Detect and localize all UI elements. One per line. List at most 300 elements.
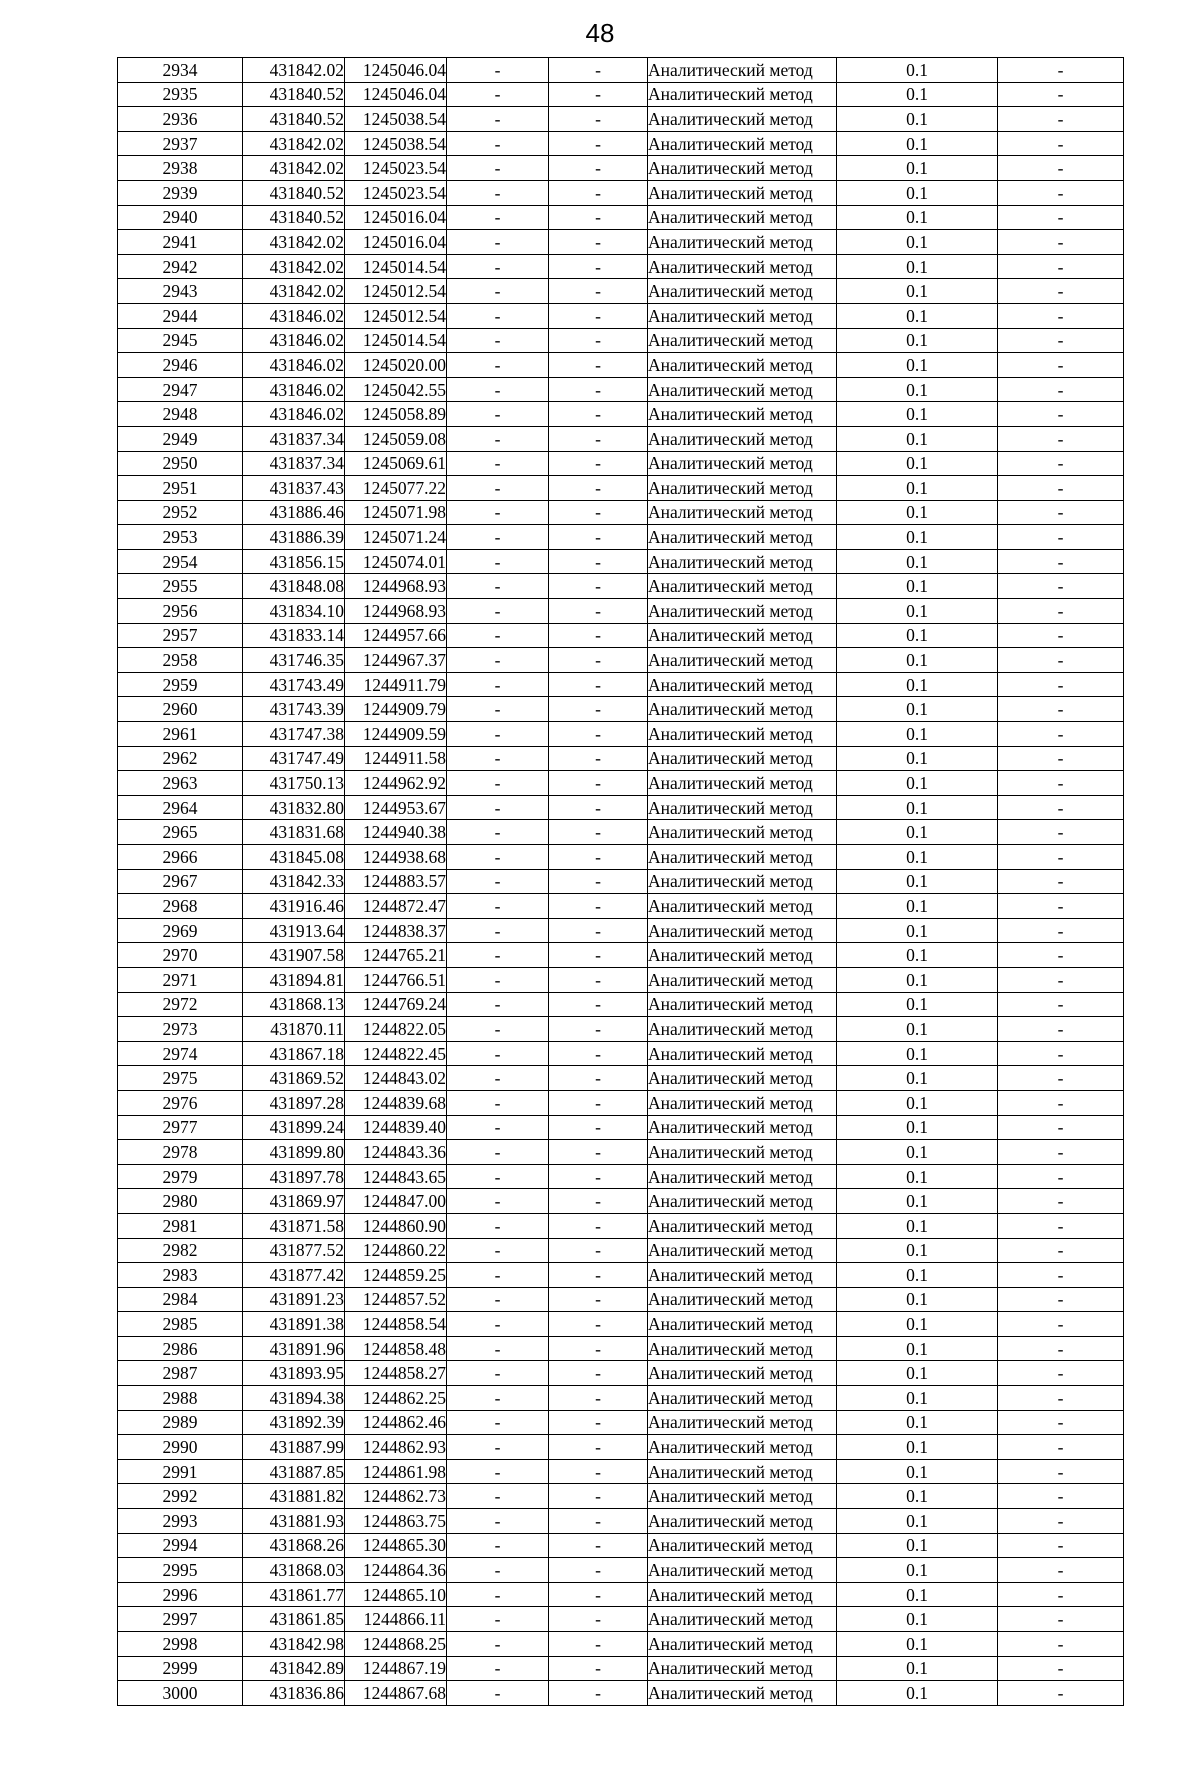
dash-cell: -: [549, 328, 648, 353]
dash-cell: -: [447, 820, 549, 845]
dash-cell: -: [447, 254, 549, 279]
dash-cell: -: [447, 894, 549, 919]
y-coordinate-cell: 1244858.27: [345, 1361, 447, 1386]
table-row: [118, 1041, 1124, 1066]
dash-cell: -: [549, 820, 648, 845]
x-coordinate-cell: 431868.26: [243, 1533, 345, 1558]
y-coordinate-cell: 1244940.38: [345, 820, 447, 845]
dash-cell: -: [549, 1410, 648, 1435]
accuracy-cell: 0.1: [837, 1164, 998, 1189]
dash-cell: -: [549, 1533, 648, 1558]
table-row: [118, 205, 1124, 230]
point-number-cell: 2992: [118, 1484, 243, 1509]
y-coordinate-cell: 1244860.90: [345, 1213, 447, 1238]
table-row: [118, 943, 1124, 968]
method-cell: Аналитический метод: [648, 328, 837, 353]
point-number-cell: 3000: [118, 1681, 243, 1706]
dash-cell: -: [447, 58, 549, 83]
point-number-cell: 2977: [118, 1115, 243, 1140]
dash-cell: -: [998, 1164, 1124, 1189]
x-coordinate-cell: 431867.18: [243, 1041, 345, 1066]
x-coordinate-cell: 431868.03: [243, 1558, 345, 1583]
dash-cell: -: [998, 1632, 1124, 1657]
method-cell: Аналитический метод: [648, 845, 837, 870]
y-coordinate-cell: 1245016.04: [345, 230, 447, 255]
dash-cell: -: [998, 869, 1124, 894]
accuracy-cell: 0.1: [837, 1484, 998, 1509]
method-cell: Аналитический метод: [648, 992, 837, 1017]
x-coordinate-cell: 431846.02: [243, 377, 345, 402]
table-row: [118, 869, 1124, 894]
dash-cell: -: [998, 328, 1124, 353]
x-coordinate-cell: 431881.82: [243, 1484, 345, 1509]
method-cell: Аналитический метод: [648, 549, 837, 574]
method-cell: Аналитический метод: [648, 771, 837, 796]
table-row: [118, 451, 1124, 476]
point-number-cell: 2973: [118, 1017, 243, 1042]
x-coordinate-cell: 431842.89: [243, 1656, 345, 1681]
dash-cell: -: [447, 1336, 549, 1361]
y-coordinate-cell: 1245077.22: [345, 476, 447, 501]
point-number-cell: 2994: [118, 1533, 243, 1558]
table-row: [118, 795, 1124, 820]
dash-cell: -: [447, 525, 549, 550]
method-cell: Аналитический метод: [648, 1238, 837, 1263]
dash-cell: -: [549, 771, 648, 796]
y-coordinate-cell: 1244765.21: [345, 943, 447, 968]
dash-cell: -: [447, 1041, 549, 1066]
dash-cell: -: [447, 1287, 549, 1312]
y-coordinate-cell: 1244859.25: [345, 1263, 447, 1288]
accuracy-cell: 0.1: [837, 1558, 998, 1583]
y-coordinate-cell: 1244838.37: [345, 918, 447, 943]
accuracy-cell: 0.1: [837, 107, 998, 132]
table-row: [118, 1115, 1124, 1140]
dash-cell: -: [447, 599, 549, 624]
dash-cell: -: [998, 279, 1124, 304]
accuracy-cell: 0.1: [837, 1066, 998, 1091]
x-coordinate-cell: 431913.64: [243, 918, 345, 943]
y-coordinate-cell: 1244862.25: [345, 1386, 447, 1411]
table-row: [118, 303, 1124, 328]
y-coordinate-cell: 1244865.10: [345, 1582, 447, 1607]
x-coordinate-cell: 431842.02: [243, 254, 345, 279]
accuracy-cell: 0.1: [837, 1386, 998, 1411]
x-coordinate-cell: 431877.52: [243, 1238, 345, 1263]
y-coordinate-cell: 1244967.37: [345, 648, 447, 673]
x-coordinate-cell: 431869.52: [243, 1066, 345, 1091]
point-number-cell: 2936: [118, 107, 243, 132]
dash-cell: -: [447, 574, 549, 599]
accuracy-cell: 0.1: [837, 1189, 998, 1214]
y-coordinate-cell: 1244822.05: [345, 1017, 447, 1042]
accuracy-cell: 0.1: [837, 869, 998, 894]
method-cell: Аналитический метод: [648, 254, 837, 279]
accuracy-cell: 0.1: [837, 1656, 998, 1681]
y-coordinate-cell: 1244843.36: [345, 1140, 447, 1165]
dash-cell: -: [549, 967, 648, 992]
point-number-cell: 2988: [118, 1386, 243, 1411]
dash-cell: -: [549, 230, 648, 255]
y-coordinate-cell: 1244872.47: [345, 894, 447, 919]
point-number-cell: 2958: [118, 648, 243, 673]
table-row: [118, 1681, 1124, 1706]
dash-cell: -: [549, 426, 648, 451]
method-cell: Аналитический метод: [648, 1336, 837, 1361]
accuracy-cell: 0.1: [837, 1312, 998, 1337]
table-row: [118, 574, 1124, 599]
accuracy-cell: 0.1: [837, 1459, 998, 1484]
dash-cell: -: [549, 451, 648, 476]
dash-cell: -: [998, 672, 1124, 697]
x-coordinate-cell: 431842.02: [243, 58, 345, 83]
point-number-cell: 2957: [118, 623, 243, 648]
table-row: [118, 156, 1124, 181]
dash-cell: -: [549, 894, 648, 919]
dash-cell: -: [549, 623, 648, 648]
dash-cell: -: [549, 1238, 648, 1263]
y-coordinate-cell: 1244862.93: [345, 1435, 447, 1460]
accuracy-cell: 0.1: [837, 402, 998, 427]
table-row: [118, 1558, 1124, 1583]
point-number-cell: 2935: [118, 82, 243, 107]
x-coordinate-cell: 431842.02: [243, 131, 345, 156]
x-coordinate-cell: 431894.81: [243, 967, 345, 992]
method-cell: Аналитический метод: [648, 1632, 837, 1657]
y-coordinate-cell: 1244909.59: [345, 722, 447, 747]
method-cell: Аналитический метод: [648, 623, 837, 648]
accuracy-cell: 0.1: [837, 1238, 998, 1263]
x-coordinate-cell: 431897.78: [243, 1164, 345, 1189]
dash-cell: -: [447, 672, 549, 697]
accuracy-cell: 0.1: [837, 1681, 998, 1706]
dash-cell: -: [998, 402, 1124, 427]
table-row: [118, 918, 1124, 943]
accuracy-cell: 0.1: [837, 771, 998, 796]
dash-cell: -: [998, 943, 1124, 968]
y-coordinate-cell: 1244861.98: [345, 1459, 447, 1484]
accuracy-cell: 0.1: [837, 1140, 998, 1165]
dash-cell: -: [447, 303, 549, 328]
dash-cell: -: [998, 1410, 1124, 1435]
y-coordinate-cell: 1244862.73: [345, 1484, 447, 1509]
point-number-cell: 2939: [118, 180, 243, 205]
point-number-cell: 2997: [118, 1607, 243, 1632]
x-coordinate-cell: 431891.23: [243, 1287, 345, 1312]
dash-cell: -: [549, 549, 648, 574]
dash-cell: -: [549, 1287, 648, 1312]
x-coordinate-cell: 431897.28: [243, 1090, 345, 1115]
table-row: [118, 1582, 1124, 1607]
dash-cell: -: [549, 58, 648, 83]
dash-cell: -: [998, 771, 1124, 796]
dash-cell: -: [998, 82, 1124, 107]
dash-cell: -: [998, 1213, 1124, 1238]
dash-cell: -: [447, 648, 549, 673]
accuracy-cell: 0.1: [837, 377, 998, 402]
y-coordinate-cell: 1244909.79: [345, 697, 447, 722]
x-coordinate-cell: 431894.38: [243, 1386, 345, 1411]
x-coordinate-cell: 431842.98: [243, 1632, 345, 1657]
dash-cell: -: [447, 1582, 549, 1607]
dash-cell: -: [549, 1582, 648, 1607]
method-cell: Аналитический метод: [648, 476, 837, 501]
x-coordinate-cell: 431899.80: [243, 1140, 345, 1165]
table-row: [118, 1435, 1124, 1460]
y-coordinate-cell: 1244843.02: [345, 1066, 447, 1091]
method-cell: Аналитический метод: [648, 1164, 837, 1189]
x-coordinate-cell: 431840.52: [243, 107, 345, 132]
dash-cell: -: [998, 1509, 1124, 1534]
dash-cell: -: [998, 1681, 1124, 1706]
dash-cell: -: [447, 869, 549, 894]
table-row: [118, 599, 1124, 624]
method-cell: Аналитический метод: [648, 1361, 837, 1386]
method-cell: Аналитический метод: [648, 672, 837, 697]
dash-cell: -: [447, 353, 549, 378]
dash-cell: -: [998, 58, 1124, 83]
dash-cell: -: [447, 1140, 549, 1165]
dash-cell: -: [447, 1238, 549, 1263]
accuracy-cell: 0.1: [837, 746, 998, 771]
method-cell: Аналитический метод: [648, 279, 837, 304]
dash-cell: -: [998, 500, 1124, 525]
x-coordinate-cell: 431856.15: [243, 549, 345, 574]
dash-cell: -: [998, 1435, 1124, 1460]
method-cell: Аналитический метод: [648, 1484, 837, 1509]
x-coordinate-cell: 431891.38: [243, 1312, 345, 1337]
table-row: [118, 1459, 1124, 1484]
accuracy-cell: 0.1: [837, 1213, 998, 1238]
dash-cell: -: [549, 107, 648, 132]
accuracy-cell: 0.1: [837, 1582, 998, 1607]
dash-cell: -: [998, 795, 1124, 820]
x-coordinate-cell: 431842.02: [243, 279, 345, 304]
x-coordinate-cell: 431892.39: [243, 1410, 345, 1435]
dash-cell: -: [447, 1164, 549, 1189]
dash-cell: -: [549, 574, 648, 599]
dash-cell: -: [447, 82, 549, 107]
method-cell: Аналитический метод: [648, 1090, 837, 1115]
method-cell: Аналитический метод: [648, 1066, 837, 1091]
dash-cell: -: [998, 230, 1124, 255]
dash-cell: -: [549, 1386, 648, 1411]
method-cell: Аналитический метод: [648, 1656, 837, 1681]
accuracy-cell: 0.1: [837, 549, 998, 574]
x-coordinate-cell: 431887.99: [243, 1435, 345, 1460]
accuracy-cell: 0.1: [837, 918, 998, 943]
y-coordinate-cell: 1245046.04: [345, 58, 447, 83]
method-cell: Аналитический метод: [648, 205, 837, 230]
accuracy-cell: 0.1: [837, 525, 998, 550]
point-number-cell: 2956: [118, 599, 243, 624]
accuracy-cell: 0.1: [837, 1287, 998, 1312]
table-row: [118, 1287, 1124, 1312]
y-coordinate-cell: 1244864.36: [345, 1558, 447, 1583]
method-cell: Аналитический метод: [648, 1558, 837, 1583]
accuracy-cell: 0.1: [837, 894, 998, 919]
dash-cell: -: [447, 722, 549, 747]
method-cell: Аналитический метод: [648, 1189, 837, 1214]
table-row: [118, 230, 1124, 255]
table-row: [118, 894, 1124, 919]
accuracy-cell: 0.1: [837, 1041, 998, 1066]
method-cell: Аналитический метод: [648, 303, 837, 328]
y-coordinate-cell: 1245046.04: [345, 82, 447, 107]
dash-cell: -: [998, 476, 1124, 501]
y-coordinate-cell: 1245020.00: [345, 353, 447, 378]
method-cell: Аналитический метод: [648, 1287, 837, 1312]
dash-cell: -: [447, 1558, 549, 1583]
dash-cell: -: [998, 1140, 1124, 1165]
x-coordinate-cell: 431877.42: [243, 1263, 345, 1288]
dash-cell: -: [447, 918, 549, 943]
dash-cell: -: [549, 845, 648, 870]
method-cell: Аналитический метод: [648, 894, 837, 919]
method-cell: Аналитический метод: [648, 648, 837, 673]
dash-cell: -: [549, 1041, 648, 1066]
table-row: [118, 1533, 1124, 1558]
dash-cell: -: [549, 1066, 648, 1091]
y-coordinate-cell: 1245023.54: [345, 180, 447, 205]
method-cell: Аналитический метод: [648, 525, 837, 550]
dash-cell: -: [998, 131, 1124, 156]
dash-cell: -: [549, 1632, 648, 1657]
x-coordinate-cell: 431837.34: [243, 451, 345, 476]
point-number-cell: 2976: [118, 1090, 243, 1115]
point-number-cell: 2947: [118, 377, 243, 402]
y-coordinate-cell: 1245059.08: [345, 426, 447, 451]
method-cell: Аналитический метод: [648, 1607, 837, 1632]
method-cell: Аналитический метод: [648, 82, 837, 107]
table-row: [118, 1090, 1124, 1115]
dash-cell: -: [998, 574, 1124, 599]
table-row: [118, 107, 1124, 132]
dash-cell: -: [998, 1361, 1124, 1386]
accuracy-cell: 0.1: [837, 451, 998, 476]
dash-cell: -: [447, 992, 549, 1017]
dash-cell: -: [549, 525, 648, 550]
dash-cell: -: [447, 1681, 549, 1706]
table-row: [118, 279, 1124, 304]
x-coordinate-cell: 431916.46: [243, 894, 345, 919]
method-cell: Аналитический метод: [648, 1041, 837, 1066]
dash-cell: -: [447, 230, 549, 255]
table-row: [118, 426, 1124, 451]
dash-cell: -: [447, 1459, 549, 1484]
x-coordinate-cell: 431881.93: [243, 1509, 345, 1534]
dash-cell: -: [549, 943, 648, 968]
dash-cell: -: [549, 722, 648, 747]
dash-cell: -: [998, 353, 1124, 378]
x-coordinate-cell: 431840.52: [243, 180, 345, 205]
point-number-cell: 2974: [118, 1041, 243, 1066]
table-row: [118, 648, 1124, 673]
method-cell: Аналитический метод: [648, 156, 837, 181]
dash-cell: -: [998, 1533, 1124, 1558]
x-coordinate-cell: 431868.13: [243, 992, 345, 1017]
point-number-cell: 2962: [118, 746, 243, 771]
dash-cell: -: [549, 1213, 648, 1238]
dash-cell: -: [549, 279, 648, 304]
method-cell: Аналитический метод: [648, 697, 837, 722]
table-row: [118, 180, 1124, 205]
accuracy-cell: 0.1: [837, 1632, 998, 1657]
table-row: [118, 353, 1124, 378]
point-number-cell: 2948: [118, 402, 243, 427]
point-number-cell: 2981: [118, 1213, 243, 1238]
accuracy-cell: 0.1: [837, 845, 998, 870]
method-cell: Аналитический метод: [648, 1140, 837, 1165]
x-coordinate-cell: 431899.24: [243, 1115, 345, 1140]
dash-cell: -: [998, 1582, 1124, 1607]
accuracy-cell: 0.1: [837, 599, 998, 624]
method-cell: Аналитический метод: [648, 230, 837, 255]
table-row: [118, 1017, 1124, 1042]
method-cell: Аналитический метод: [648, 500, 837, 525]
dash-cell: -: [549, 254, 648, 279]
x-coordinate-cell: 431750.13: [243, 771, 345, 796]
table-row: [118, 697, 1124, 722]
y-coordinate-cell: 1244862.46: [345, 1410, 447, 1435]
dash-cell: -: [447, 943, 549, 968]
dash-cell: -: [447, 1213, 549, 1238]
dash-cell: -: [447, 1312, 549, 1337]
table-row: [118, 845, 1124, 870]
dash-cell: -: [998, 451, 1124, 476]
x-coordinate-cell: 431887.85: [243, 1459, 345, 1484]
y-coordinate-cell: 1244865.30: [345, 1533, 447, 1558]
point-number-cell: 2941: [118, 230, 243, 255]
x-coordinate-cell: 431845.08: [243, 845, 345, 870]
dash-cell: -: [998, 697, 1124, 722]
dash-cell: -: [549, 746, 648, 771]
dash-cell: -: [998, 1066, 1124, 1091]
table-row: [118, 1066, 1124, 1091]
point-number-cell: 2996: [118, 1582, 243, 1607]
method-cell: Аналитический метод: [648, 1681, 837, 1706]
dash-cell: -: [447, 1607, 549, 1632]
accuracy-cell: 0.1: [837, 722, 998, 747]
point-number-cell: 2940: [118, 205, 243, 230]
dash-cell: -: [549, 1263, 648, 1288]
dash-cell: -: [998, 623, 1124, 648]
dash-cell: -: [447, 377, 549, 402]
table-row: [118, 623, 1124, 648]
point-number-cell: 2990: [118, 1435, 243, 1460]
dash-cell: -: [549, 1336, 648, 1361]
method-cell: Аналитический метод: [648, 1533, 837, 1558]
accuracy-cell: 0.1: [837, 58, 998, 83]
table-row: [118, 500, 1124, 525]
point-number-cell: 2950: [118, 451, 243, 476]
method-cell: Аналитический метод: [648, 574, 837, 599]
table-row: [118, 476, 1124, 501]
x-coordinate-cell: 431747.38: [243, 722, 345, 747]
x-coordinate-cell: 431833.14: [243, 623, 345, 648]
table-row: [118, 1632, 1124, 1657]
table-row: [118, 1238, 1124, 1263]
dash-cell: -: [998, 722, 1124, 747]
point-number-cell: 2989: [118, 1410, 243, 1435]
y-coordinate-cell: 1244857.52: [345, 1287, 447, 1312]
dash-cell: -: [549, 1435, 648, 1460]
dash-cell: -: [549, 353, 648, 378]
method-cell: Аналитический метод: [648, 820, 837, 845]
dash-cell: -: [998, 1607, 1124, 1632]
accuracy-cell: 0.1: [837, 476, 998, 501]
dash-cell: -: [447, 426, 549, 451]
